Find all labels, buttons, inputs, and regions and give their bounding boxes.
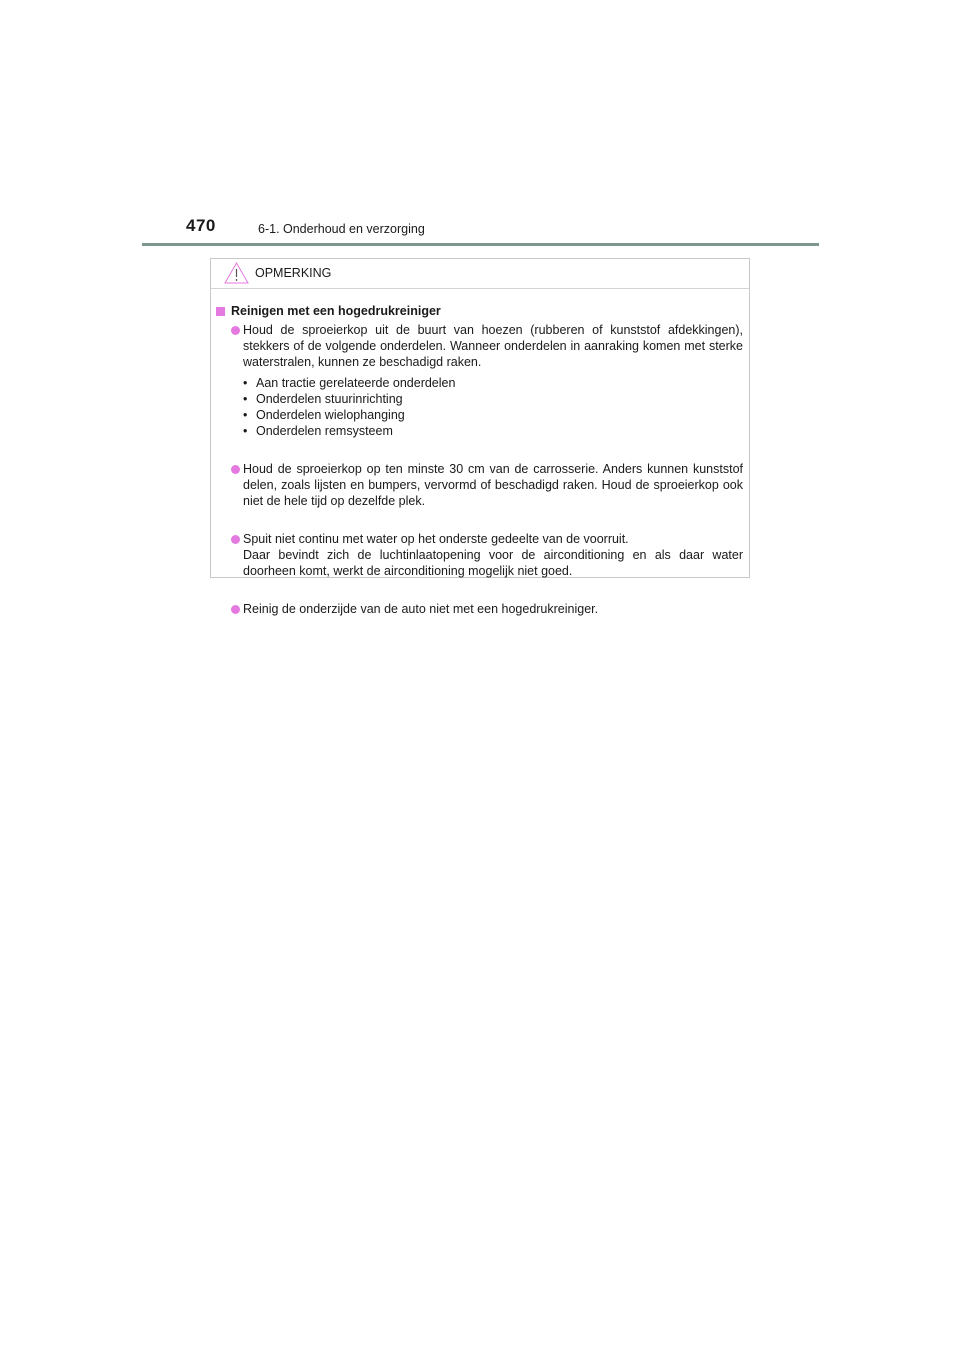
list-item — [215, 531, 743, 595]
circle-bullet-icon — [231, 465, 240, 474]
square-bullet-icon — [216, 307, 225, 316]
notice-heading-text: Reinigen met een hogedrukreiniger — [231, 304, 441, 318]
list-item — [215, 601, 743, 633]
page-number: 470 — [186, 216, 216, 235]
sub-list-item: • Aan tractie gerelateerde onderdelen — [243, 375, 743, 391]
notice-label: OPMERKING — [255, 266, 332, 280]
list-item-text: Spuit niet continu met water op het onderste gedeelte van de voorruit. — [243, 532, 629, 546]
sub-list — [243, 375, 743, 439]
list-item — [215, 461, 743, 525]
circle-bullet-icon — [231, 535, 240, 544]
notice-header — [211, 259, 749, 289]
list-item-text: Reinig de onderzijde van de auto niet met een hogedrukreiniger. — [243, 602, 599, 616]
list-item-text: Houd de sproeierkop uit de buurt van hoezen (rubberen of kunststof afdekkingen), stekkers of de volgende onderdelen. Wanneer onderdelen in aanraking komen met sterke waterstralen, kunnen ze beschadigd raken. — [243, 323, 743, 369]
sub-list-item: • Onderdelen remsysteem — [243, 423, 743, 439]
notice-heading — [215, 303, 743, 319]
section-title: 6-1. Onderhoud en verzorging — [258, 222, 425, 236]
warning-triangle-icon — [224, 262, 249, 284]
header-divider — [142, 243, 819, 246]
list-item-text-continued: Daar bevindt zich de luchtinlaatopening voor de airconditioning en als daar water doorheen komt, werkt de airconditioning mogelijk niet goed. — [243, 548, 743, 578]
notice-box — [210, 258, 750, 616]
sub-list-item: • Onderdelen stuurinrichting — [243, 391, 743, 407]
circle-bullet-icon — [231, 326, 240, 335]
list-item-text: Houd de sproeierkop op ten minste 30 cm van de carrosserie. Anders kunnen kunststof delen, zoals lijsten en bumpers, vervormd of beschadigd raken. Houd de sproeierkop ook niet de hele tijd op dezelfde plek. — [243, 462, 743, 508]
sub-list-item: • Onderdelen wielophanging — [243, 407, 743, 423]
circle-bullet-icon — [231, 605, 240, 614]
notice-body — [211, 289, 749, 633]
list-item — [215, 322, 743, 455]
